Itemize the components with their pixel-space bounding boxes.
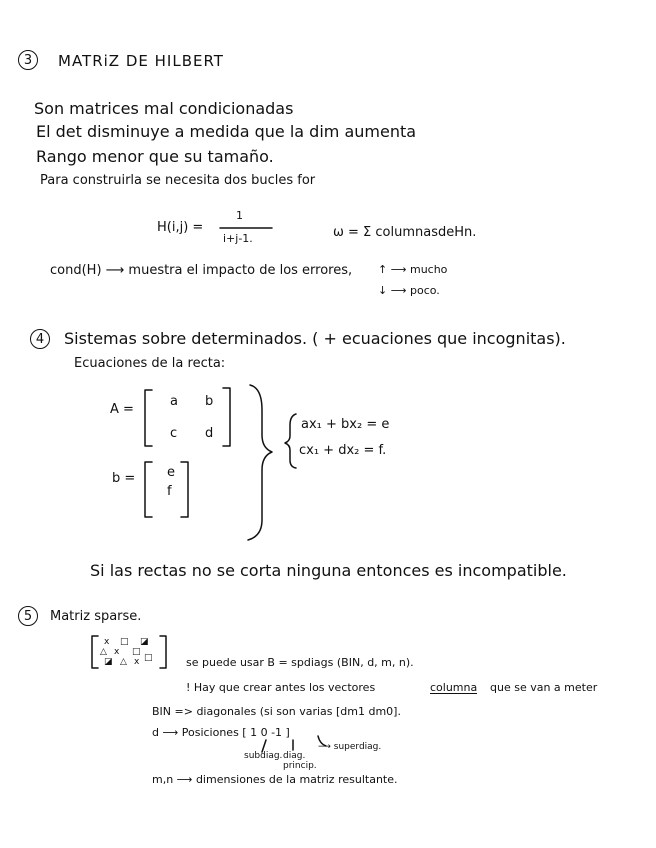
vector-b-2: f — [167, 484, 172, 499]
vector-b-right-bracket — [181, 462, 188, 517]
svg-text:△: △ — [120, 657, 127, 667]
mn-dimensions: m,n ⟶ dimensiones de la matriz resultante. — [152, 773, 398, 786]
equation-1: ax₁ + bx₂ = e — [301, 417, 390, 432]
matrix-a-11: a — [170, 394, 178, 409]
hilbert-formula-denominator: i+j-1. — [223, 232, 253, 245]
hilbert-line-4: Para construirla se necesita dos bucles for — [40, 173, 316, 188]
section-3-title: MATRiZ DE HILBERT — [58, 52, 224, 70]
cond-up: ↑ ⟶ mucho — [378, 263, 448, 276]
incompatible-note: Si las rectas no se corta ninguna entonces es incompatible. — [90, 561, 567, 580]
vector-b-label: b = — [112, 471, 136, 486]
arrow-superdiag — [318, 736, 326, 746]
annotation-superdiag: ⟶ superdiag. — [318, 742, 382, 752]
section-4-number: 4 — [30, 329, 50, 349]
annotation-diag: diag. — [283, 751, 306, 761]
svg-text:△: △ — [100, 647, 107, 657]
svg-text:x: x — [134, 657, 140, 667]
section-5-title: Matriz sparse. — [50, 609, 142, 624]
vector-b-1: e — [167, 465, 175, 480]
vectors-note-start: ! Hay que crear antes los vectores — [186, 681, 376, 694]
svg-text:x: x — [104, 637, 110, 647]
svg-text:x: x — [114, 647, 120, 657]
matrix-a-label: A = — [110, 402, 134, 417]
svg-text:□: □ — [132, 647, 141, 657]
matrix-a-right-bracket — [223, 388, 230, 446]
omega-sum: ω = Σ columnasdeHn. — [333, 225, 477, 240]
vectors-note-end: que se van a meter — [490, 681, 598, 694]
section-3-number: 3 — [18, 50, 38, 70]
annotation-subdiag: subdiag. — [244, 751, 283, 761]
svg-text:◪: ◪ — [104, 657, 113, 667]
matrix-a-12: b — [205, 394, 214, 409]
vectors-note-columna: columna — [430, 681, 478, 694]
equation-2: cx₁ + dx₂ = f. — [299, 443, 387, 458]
svg-text:◪: ◪ — [140, 637, 149, 647]
system-right-brace — [248, 385, 272, 540]
bin-diagonals: BIN => diagonales (si son varias [dm1 dm0]. — [152, 705, 401, 718]
hilbert-line-3: Rango menor que su tamaño. — [36, 147, 274, 166]
matrix-a-22: d — [205, 426, 214, 441]
d-positions: d ⟶ Posiciones [ 1 0 -1 ] — [152, 726, 290, 739]
section-5-number: 5 — [18, 606, 38, 626]
matrix-a-21: c — [170, 426, 178, 441]
sparse-left-bracket — [92, 636, 98, 668]
sparse-right-bracket — [160, 636, 166, 668]
spdiags-usage: se puede usar B = spdiags (BIN, d, m, n). — [186, 656, 414, 669]
hilbert-line-1: Son matrices mal condicionadas — [34, 99, 294, 118]
cond-down: ↓ ⟶ poco. — [378, 284, 440, 297]
arrow-subdiag — [262, 740, 266, 752]
svg-text:□: □ — [120, 637, 129, 647]
vector-b-left-bracket — [145, 462, 152, 517]
hilbert-formula-lhs: H(i,j) = — [157, 220, 204, 235]
svg-text:□: □ — [144, 653, 153, 663]
annotation-princip: princip. — [283, 761, 317, 771]
equations-left-brace — [285, 414, 296, 468]
hilbert-formula-numerator: 1 — [236, 209, 243, 222]
section-4-title: Sistemas sobre determinados. ( + ecuaciones que incognitas). — [64, 329, 566, 348]
section-4-subtitle: Ecuaciones de la recta: — [74, 356, 226, 371]
hilbert-line-2: El det disminuye a medida que la dim aumenta — [36, 122, 417, 141]
cond-line: cond(H) ⟶ muestra el impacto de los errores, — [50, 263, 353, 278]
matrix-a-left-bracket — [145, 390, 152, 446]
